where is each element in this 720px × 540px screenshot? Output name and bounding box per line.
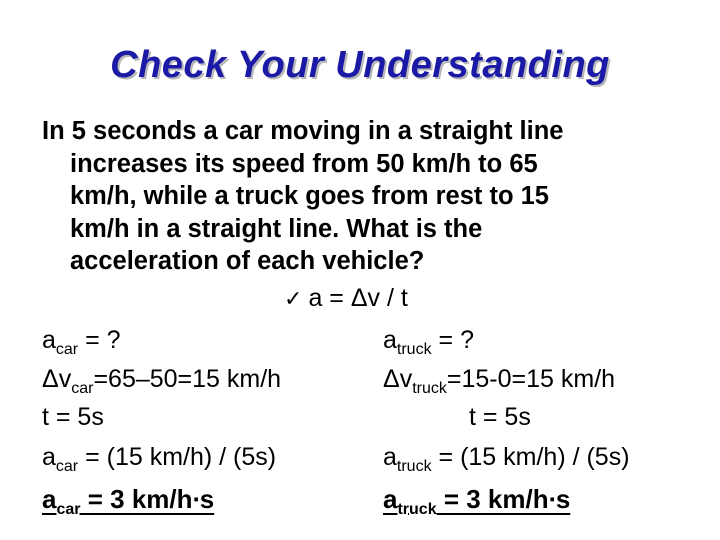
- acceleration-formula: [284, 284, 408, 313]
- checkmark-icon: ✓: [284, 286, 303, 311]
- question-line: In 5 seconds a car moving in a straight line: [42, 117, 564, 145]
- question-text: [42, 115, 682, 278]
- truck-delta-v-line: $\Delta v_{truck}=15-0=15$ km/h: [383, 365, 616, 397]
- truck-unknown-line: $a_{truck}$ = ?: [383, 326, 474, 358]
- formula-text: a = Δv / t: [308, 284, 408, 312]
- truck-result-line: $a_{truck} = 3$ km/h∙s: [383, 484, 571, 518]
- car-result-line: $a_{car} = 3$ km/h∙s: [42, 484, 215, 518]
- car-calculation-line: $a_{car} = (15$ km/h) / (5s): [42, 443, 277, 475]
- slide-title: Check Your Understanding: [110, 44, 610, 86]
- question-line: km/h, while a truck goes from rest to 15: [70, 182, 549, 210]
- question-line: increases its speed from 50 km/h to 65: [70, 149, 538, 178]
- car-time-line: t = 5s: [42, 403, 104, 431]
- car-delta-v-line: $\Delta v_{car}=65-50=15$ km/h: [42, 365, 282, 397]
- truck-calculation-line: $a_{truck} = (15$ km/h) / (5s): [383, 443, 630, 475]
- question-line: km/h in a straight line. What is the: [70, 214, 483, 243]
- car-unknown-line: $a_{car}$ = ?: [42, 326, 121, 358]
- truck-time-line: t = 5s: [469, 403, 531, 431]
- question-line: acceleration of each vehicle?: [70, 247, 425, 275]
